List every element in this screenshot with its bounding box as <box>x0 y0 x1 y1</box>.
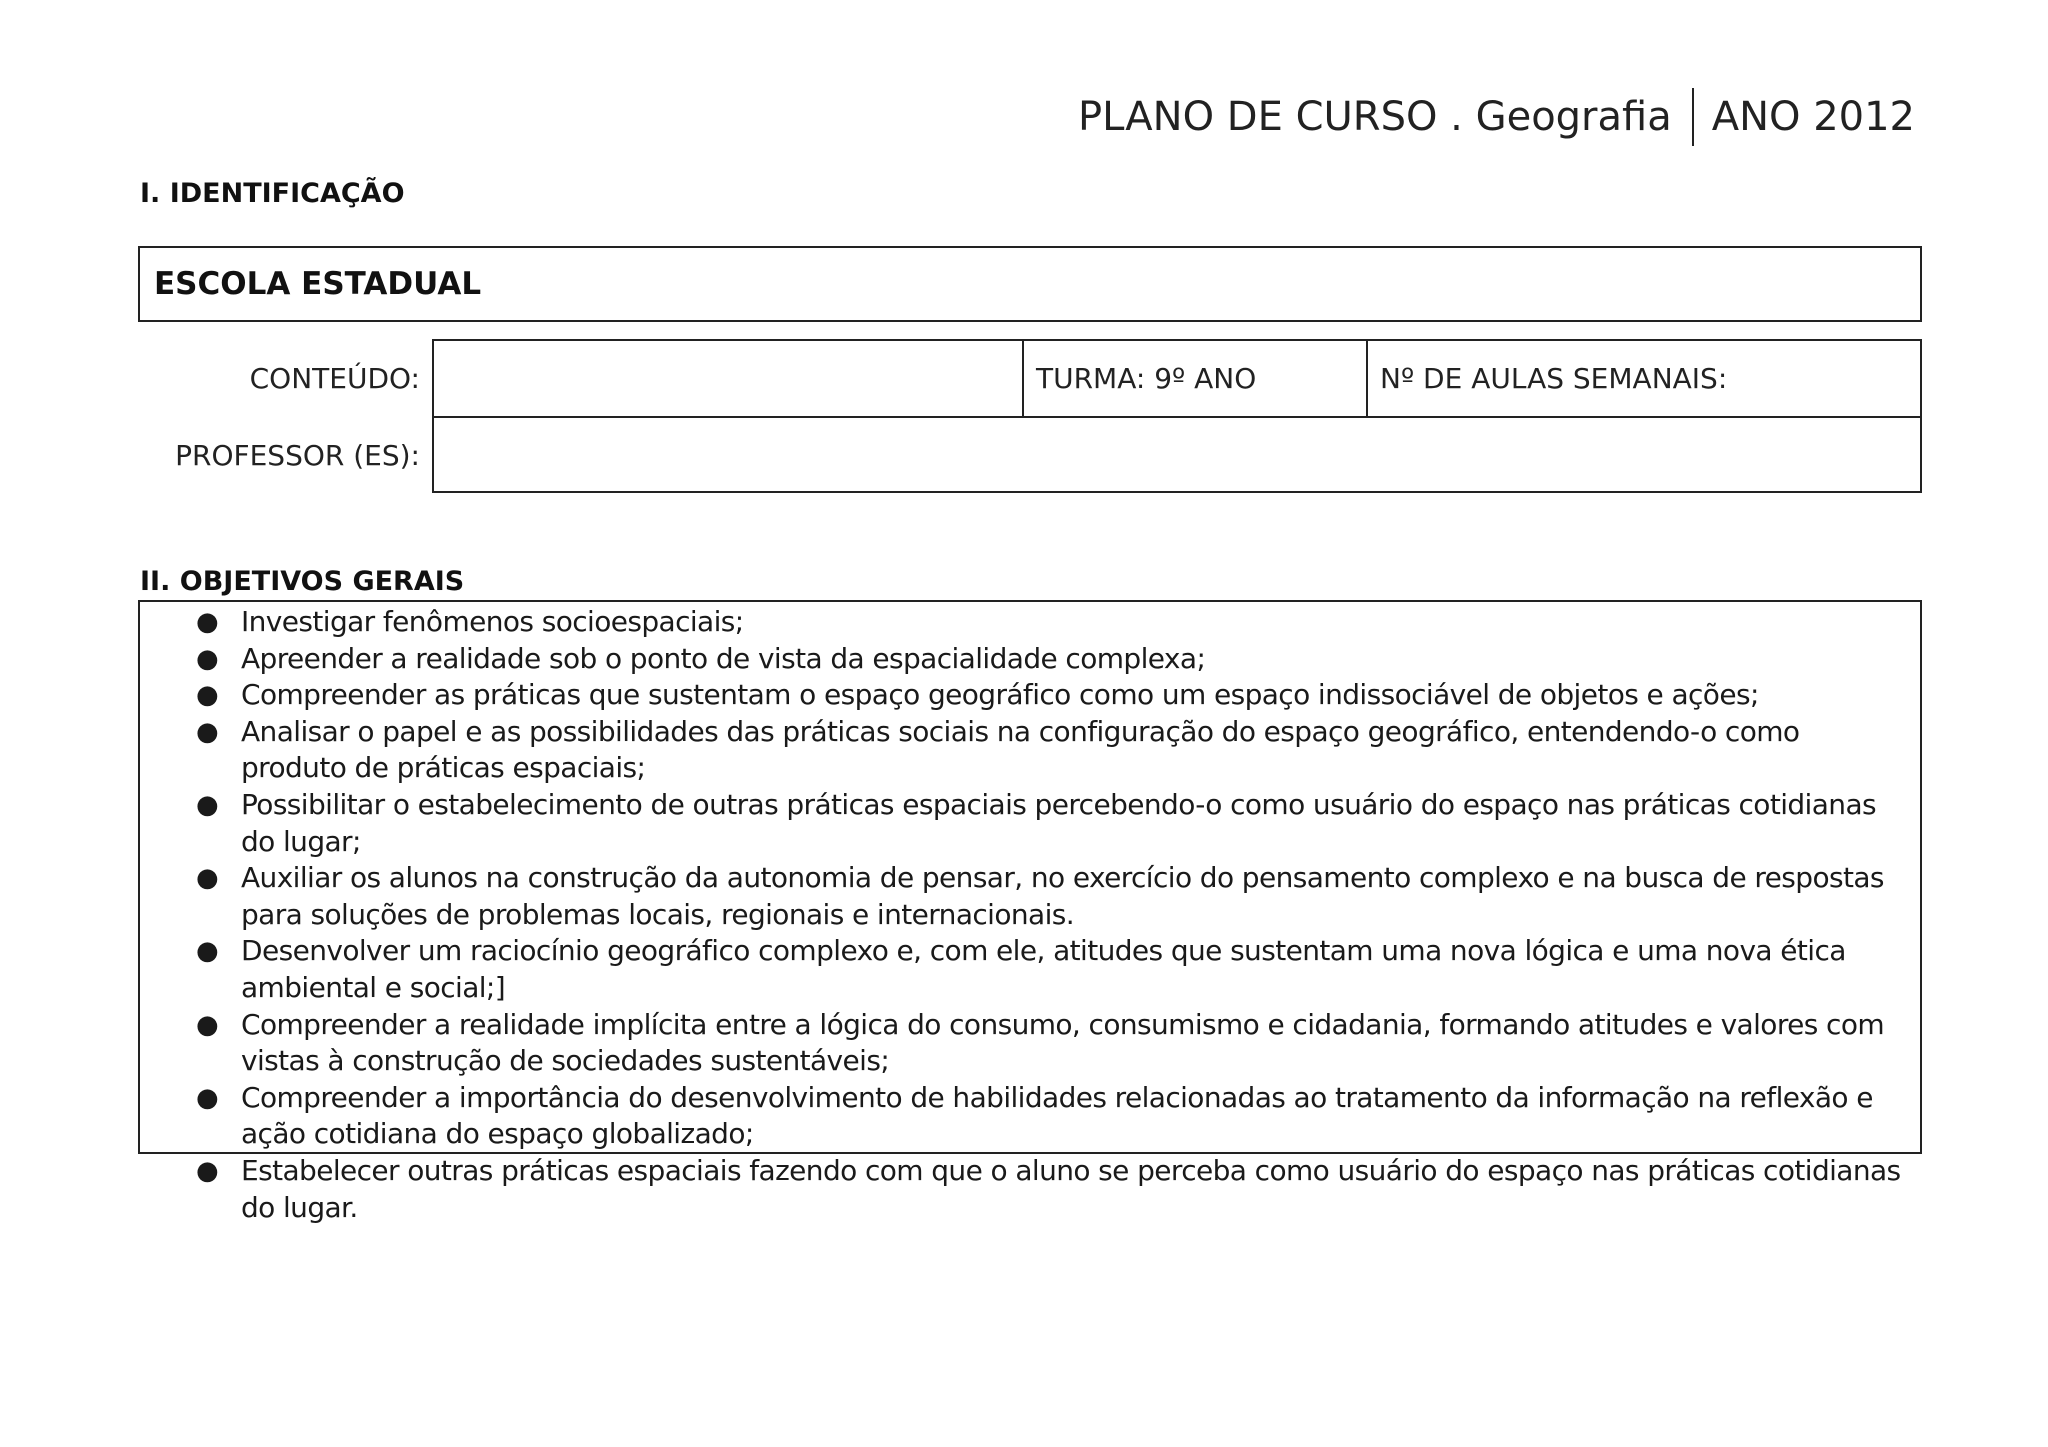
bullet-icon: ● <box>196 680 219 711</box>
identification-table <box>432 339 1922 493</box>
list-item <box>140 933 1906 1006</box>
conteudo-field[interactable] <box>434 341 1024 416</box>
professor-label: PROFESSOR (ES): <box>175 439 420 472</box>
objective-text: Compreender a importância do desenvolvimento de habilidades relacionadas ao tratamento da informação na reflexão e ação cotidiana do espaço globalizado; <box>241 1080 1873 1151</box>
conteudo-label: CONTEÚDO: <box>249 362 420 395</box>
document-header <box>1078 88 1915 146</box>
list-item <box>140 1080 1906 1153</box>
list-item <box>140 1153 1906 1226</box>
list-item <box>140 1007 1906 1080</box>
objective-text: Possibilitar o estabelecimento de outras práticas espaciais percebendo-o como usuário do espaço nas práticas cotidianas do lugar; <box>241 787 1876 858</box>
bullet-icon: ● <box>196 936 219 967</box>
document-year: ANO 2012 <box>1711 94 1915 140</box>
professor-field[interactable] <box>434 418 1920 491</box>
bullet-icon: ● <box>196 1009 219 1040</box>
objective-text: Desenvolver um raciocínio geográfico complexo e, com ele, atitudes que sustentam uma nova lógica e uma nova ética ambiental e social;] <box>241 934 1846 1004</box>
bullet-icon: ● <box>196 789 219 820</box>
title-separator <box>1692 88 1694 146</box>
list-item <box>140 604 1906 641</box>
objectives-list <box>140 604 1906 1226</box>
objective-text: Analisar o papel e as possibilidades das práticas sociais na configuração do espaço geográfico, entendendo-o como produto de práticas espaciais; <box>241 714 1800 785</box>
list-item <box>140 641 1906 678</box>
objective-text: Compreender a realidade implícita entre a lógica do consumo, consumismo e cidadania, formando atitudes e valores com vistas à construção de sociedades sustentáveis; <box>241 1007 1885 1078</box>
bullet-icon: ● <box>196 1155 219 1186</box>
turma-cell: TURMA: 9º ANO <box>1024 341 1368 416</box>
list-item <box>140 714 1906 787</box>
bullet-icon: ● <box>196 863 219 894</box>
aulas-semanais-cell: Nº DE AULAS SEMANAIS: <box>1380 362 1728 395</box>
identification-row-2 <box>434 418 1920 491</box>
school-name: ESCOLA ESTADUAL <box>154 266 482 302</box>
section-heading-objetivos: II. OBJETIVOS GERAIS <box>140 566 465 597</box>
identification-row-1 <box>434 341 1920 418</box>
list-item <box>140 677 1906 714</box>
objective-text: Estabelecer outras práticas espaciais fazendo com que o aluno se perceba como usuário do espaço nas práticas cotidianas do lugar. <box>241 1153 1901 1224</box>
section-heading-identificacao: I. IDENTIFICAÇÃO <box>140 178 405 209</box>
objective-text: Investigar fenômenos socioespaciais; <box>241 605 744 638</box>
list-item <box>140 787 1906 860</box>
document-title: PLANO DE CURSO . Geografia <box>1077 94 1672 140</box>
objective-text: Compreender as práticas que sustentam o espaço geográfico como um espaço indissociável de objetos e ações; <box>241 678 1759 712</box>
school-name-box <box>138 246 1922 322</box>
bullet-icon: ● <box>196 643 219 674</box>
bullet-icon: ● <box>196 716 219 747</box>
objectives-box <box>138 600 1922 1224</box>
objective-text: Auxiliar os alunos na construção da autonomia de pensar, no exercício do pensamento complexo e na busca de respostas para soluções de problemas locais, regionais e internacionais. <box>241 861 1884 931</box>
bullet-icon: ● <box>196 607 219 637</box>
objective-text: Apreender a realidade sob o ponto de vista da espacialidade complexa; <box>241 641 1206 675</box>
bullet-icon: ● <box>196 1082 219 1113</box>
list-item <box>140 860 1906 933</box>
